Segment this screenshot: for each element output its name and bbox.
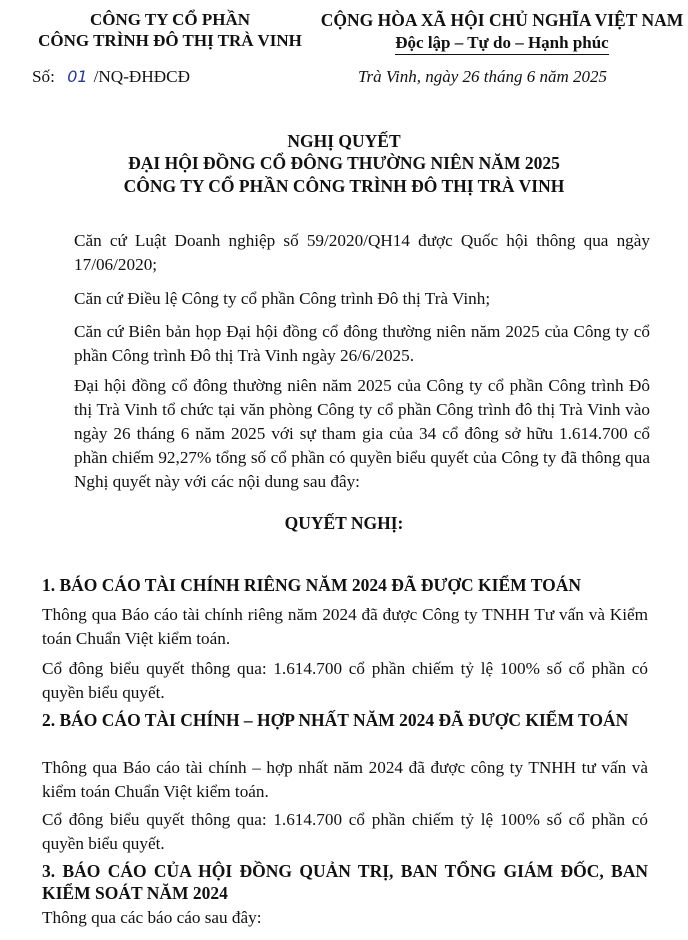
section-1-paragraph-2: Cổ đông biểu quyết thông qua: 1.614.700 cổ phần chiếm tỷ lệ 100% số cổ phần có quyền biểu quyết.: [42, 659, 648, 702]
section-2-paragraph-2: Cổ đông biểu quyết thông qua: 1.614.700 cổ phần chiếm tỷ lệ 100% số cổ phần có quyền biểu quyết.: [42, 810, 648, 853]
basis-charter: Căn cứ Điều lệ Công ty cổ phần Công trình Đô thị Trà Vinh;: [74, 289, 491, 308]
company-name-line2: CÔNG TRÌNH ĐÔ THỊ TRÀ VINH: [38, 31, 302, 50]
section-3-paragraph-1: Thông qua các báo cáo sau đây:: [42, 908, 262, 927]
section-3-heading: 3. BÁO CÁO CỦA HỘI ĐỒNG QUẢN TRỊ, BAN TỔNG GIÁM ĐỐC, BAN KIỂM SOÁT NĂM 2024: [42, 861, 648, 903]
company-name-line1: CÔNG TY CỔ PHẦN: [89, 10, 251, 29]
number-suffix: /NQ-ĐHĐCĐ: [93, 67, 191, 86]
title-line2: ĐẠI HỘI ĐỒNG CỔ ĐÔNG THƯỜNG NIÊN NĂM 2025: [128, 153, 560, 173]
intro-paragraph: Đại hội đồng cổ đông thường niên năm 2025 của Công ty cổ phần Công trình Đô thị Trà Vinh tổ chức tại văn phòng Công ty cổ phần Công trình đô thị Trà Vinh vào ngày 26 tháng 6 năm 2025 với sự tham gia của 34 cổ đông sở hữu 1.614.700 cổ phần chiếm 92,27% tổng số cổ phần có quyền biểu quyết của Công ty đã thông qua Nghị quyết này với các nội dung sau đây:: [74, 376, 650, 491]
basis-minutes: Căn cứ Biên bản họp Đại hội đồng cổ đông thường niên năm 2025 của Công ty cổ phần Công trình Đô thị Trà Vinh ngày 26/6/2025.: [74, 322, 650, 365]
handwritten-number: 01: [67, 67, 88, 86]
section-2-paragraph-1: Thông qua Báo cáo tài chính – hợp nhất năm 2024 đã được công ty TNHH tư vấn và kiểm toán Chuẩn Việt kiểm toán.: [42, 758, 648, 801]
motto-text: Độc lập – Tự do – Hạnh phúc: [395, 33, 608, 55]
document-number: [32, 65, 190, 89]
number-prefix: Số:: [32, 67, 55, 86]
republic-title: CỘNG HÒA XÃ HỘI CHỦ NGHĨA VIỆT NAM: [320, 10, 684, 30]
title-line3: CÔNG TY CỔ PHẦN CÔNG TRÌNH ĐÔ THỊ TRÀ VINH: [123, 176, 565, 196]
section-1-heading: 1. BÁO CÁO TÀI CHÍNH RIÊNG NĂM 2024 ĐÃ ĐƯỢC KIỂM TOÁN: [42, 575, 581, 595]
resolution-heading: QUYẾT NGHỊ:: [284, 513, 404, 533]
section-1-paragraph-1: Thông qua Báo cáo tài chính riêng năm 2024 đã được Công ty TNHH Tư vấn và Kiểm toán Chuẩn Việt kiểm toán.: [42, 605, 648, 648]
section-2-heading: 2. BÁO CÁO TÀI CHÍNH – HỢP NHẤT NĂM 2024 ĐÃ ĐƯỢC KIỂM TOÁN: [42, 710, 629, 730]
place-date: Trà Vinh, ngày 26 tháng 6 năm 2025: [358, 67, 608, 86]
basis-law: Căn cứ Luật Doanh nghiệp số 59/2020/QH14 được Quốc hội thông qua ngày 17/06/2020;: [74, 231, 650, 274]
republic-motto: [316, 33, 688, 55]
title-line1: NGHỊ QUYẾT: [287, 131, 401, 151]
